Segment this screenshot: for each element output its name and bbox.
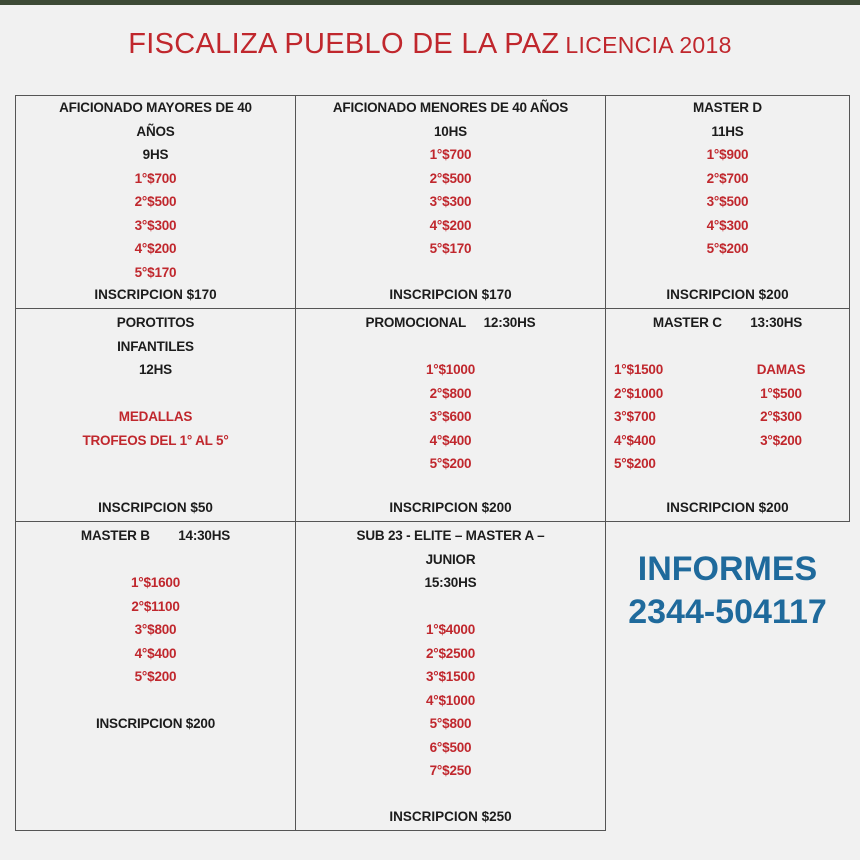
category-header: PROMOCIONAL 12:30HS — [365, 315, 536, 330]
cell-line — [606, 335, 849, 359]
cell-line: 4°$200 — [134, 241, 177, 256]
inscripcion-fee: INSCRIPCION $50 — [98, 499, 213, 515]
prize-right: 1°$500 — [760, 385, 802, 401]
cell-porotitos-infantiles — [15, 308, 296, 522]
cell-line: 4°$400 — [429, 432, 472, 448]
informes-phone: 2344-504117 — [628, 593, 827, 631]
cell-line — [296, 595, 605, 619]
inscripcion-fee: INSCRIPCION $200 — [666, 499, 789, 515]
inscripcion-fee: INSCRIPCION $170 — [389, 286, 512, 302]
inscripcion-fee: INSCRIPCION $170 — [94, 286, 217, 302]
cell-line: 2°$700 — [706, 170, 749, 186]
cell-master-b — [15, 521, 296, 831]
cell-line — [606, 429, 849, 453]
prize-left: 5°$200 — [614, 456, 656, 471]
prize-left: 1°$1500 — [614, 362, 664, 377]
category-header: AFICIONADO MAYORES DE 40 — [59, 100, 252, 115]
cell-line: 5°$200 — [134, 669, 177, 684]
cell-line: INSCRIPCION $200 — [95, 716, 216, 731]
cell-line: AÑOS — [136, 123, 175, 139]
inscripcion-fee: INSCRIPCION $250 — [389, 808, 512, 824]
cell-line — [16, 382, 295, 406]
cell-line — [606, 358, 849, 382]
cell-line: 15:30HS — [424, 575, 477, 590]
cell-line: 10HS — [434, 123, 467, 139]
cell-line: TROFEOS DEL 1° AL 5° — [82, 432, 229, 448]
cell-line — [16, 689, 295, 713]
cell-line: 2°$500 — [429, 170, 472, 186]
cell-line: 2°$800 — [429, 385, 472, 401]
cell-master-d — [605, 95, 850, 309]
cell-line — [606, 405, 849, 429]
cell-line: 3°$300 — [429, 194, 472, 209]
cell-line: 5°$200 — [706, 241, 749, 256]
prize-right: 3°$200 — [760, 432, 802, 448]
cell-line: 4°$200 — [429, 217, 472, 233]
cell-line: 1°$700 — [429, 147, 472, 162]
cell-line: 3°$500 — [706, 194, 749, 209]
cell-line: 2°$1100 — [131, 598, 180, 614]
prize-right — [741, 452, 821, 476]
cell-line: 11HS — [711, 123, 744, 139]
top-photo-strip — [0, 0, 860, 5]
cell-line: 5°$200 — [429, 456, 472, 471]
cell-line: 5°$170 — [429, 241, 472, 256]
cell-line: 6°$500 — [429, 739, 472, 755]
cell-line: 2°$2500 — [425, 645, 476, 661]
cell-promocional — [295, 308, 606, 522]
category-header: MASTER B 14:30HS — [80, 528, 231, 543]
prize-left: 3°$700 — [614, 409, 656, 424]
prize-right: DAMAS — [756, 362, 806, 377]
title-sub: LICENCIA 2018 — [565, 32, 732, 58]
cell-line: 3°$800 — [134, 622, 177, 637]
category-header: AFICIONADO MENORES DE 40 AÑOS — [332, 100, 569, 115]
informes-block — [605, 548, 850, 634]
cell-line: 1°$4000 — [425, 622, 476, 637]
cell-line: 2°$500 — [134, 194, 177, 209]
cell-line — [606, 382, 849, 406]
cell-line: 7°$250 — [429, 763, 472, 778]
inscripcion-fee: INSCRIPCION $200 — [389, 499, 512, 515]
cell-line: 9HS — [142, 147, 169, 162]
cell-line: 4°$1000 — [425, 692, 476, 708]
cell-line — [16, 548, 295, 572]
cell-line: 1°$700 — [134, 170, 177, 186]
cell-line: 1°$1000 — [425, 362, 476, 377]
cell-line: 12HS — [139, 362, 172, 377]
prize-left: 4°$400 — [614, 432, 656, 448]
category-header: MASTER D — [693, 100, 762, 115]
category-header: MASTER C 13:30HS — [652, 315, 803, 330]
title-main: FISCALIZA PUEBLO DE LA PAZ — [128, 28, 560, 60]
cell-line: 4°$300 — [706, 217, 749, 233]
cell-line: 3°$1500 — [425, 669, 476, 684]
cell-line: 3°$600 — [429, 409, 472, 424]
inscripcion-fee: INSCRIPCION $200 — [666, 286, 789, 302]
page-title — [0, 28, 860, 61]
cell-line: 1°$900 — [706, 147, 749, 162]
cell-line: JUNIOR — [425, 551, 476, 567]
cell-line: MEDALLAS — [118, 409, 193, 424]
prize-left: 2°$1000 — [614, 385, 664, 401]
cell-line: INFANTILES — [117, 338, 194, 354]
cell-line: 4°$400 — [134, 645, 177, 661]
cell-line: 5°$800 — [429, 716, 472, 731]
category-header: SUB 23 - ELITE – MASTER A – — [356, 528, 545, 543]
cell-line: 3°$300 — [134, 217, 177, 233]
category-header: POROTITOS — [116, 315, 195, 330]
cell-master-c — [605, 308, 850, 522]
cell-sub23-elite-master-a-junior — [295, 521, 606, 831]
cell-aficionado-menores-40 — [295, 95, 606, 309]
cell-line: 1°$1600 — [130, 575, 181, 590]
prize-right: 2°$300 — [760, 409, 802, 424]
cell-line — [606, 452, 849, 476]
cell-line: 5°$170 — [134, 264, 177, 280]
cell-line — [296, 335, 605, 359]
informes-label: INFORMES — [637, 550, 818, 588]
cell-aficionado-mayores-40 — [15, 95, 296, 309]
